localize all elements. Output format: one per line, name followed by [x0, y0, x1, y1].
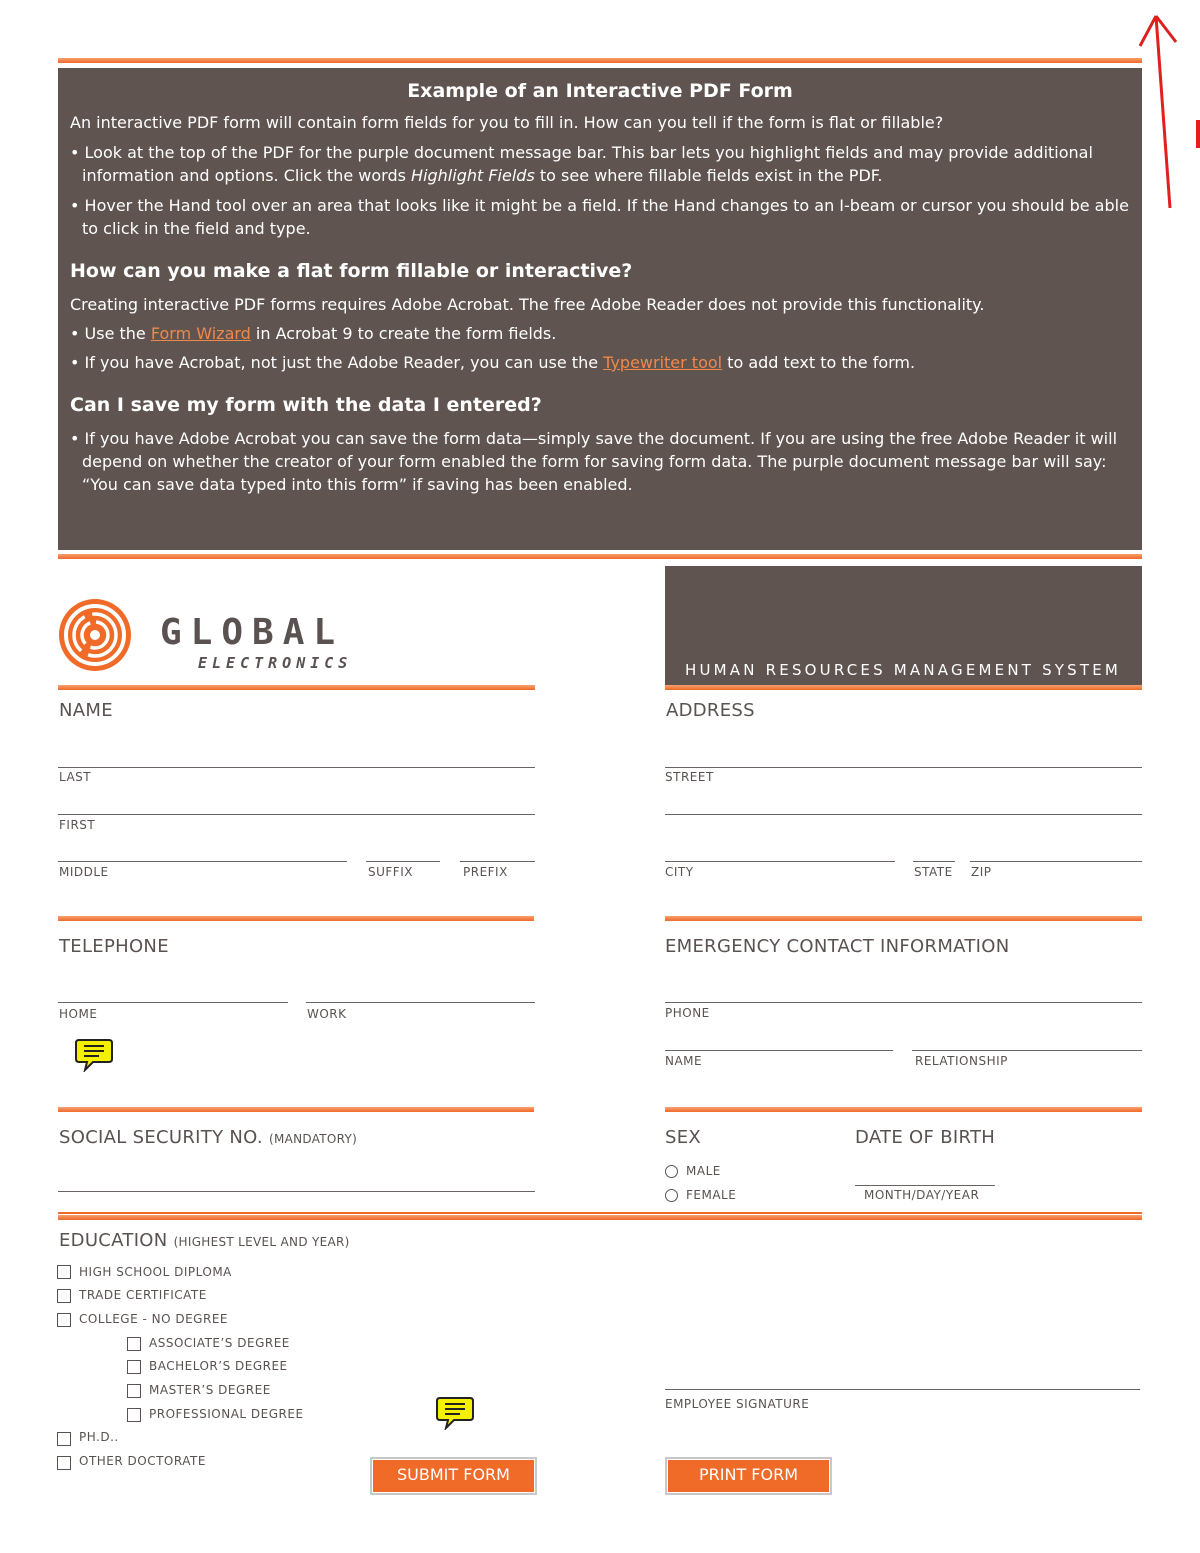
label-professional: PROFESSIONAL DEGREE: [149, 1407, 304, 1421]
name-title: NAME: [59, 700, 113, 721]
ssn-rule: [58, 1107, 534, 1112]
info-panel: [58, 68, 1142, 550]
prefix-line: [460, 861, 535, 862]
telephone-rule: [58, 916, 534, 921]
emergency-name-label: NAME: [665, 1054, 703, 1068]
checkbox-trade-certificate[interactable]: [57, 1289, 71, 1303]
signature-line: [665, 1389, 1140, 1390]
label-trade-certificate: TRADE CERTIFICATE: [79, 1288, 207, 1302]
checkbox-bachelors[interactable]: [127, 1360, 141, 1374]
comment-note-icon[interactable]: [75, 1038, 113, 1072]
male-radio[interactable]: [665, 1165, 678, 1178]
label-bachelors: BACHELOR’S DEGREE: [149, 1359, 288, 1373]
dob-format-label: MONTH/DAY/YEAR: [864, 1188, 980, 1202]
street-input[interactable]: [665, 745, 1146, 767]
middle-label: MIDDLE: [59, 865, 109, 879]
city-input[interactable]: [665, 839, 899, 861]
address-rule: [665, 685, 1142, 690]
info-top-rule: [58, 58, 1142, 63]
work-label: WORK: [307, 1007, 347, 1021]
home-label: HOME: [59, 1007, 98, 1021]
hrms-title: HUMAN RESOURCES MANAGEMENT SYSTEM: [685, 661, 1122, 679]
dob-title: DATE OF BIRTH: [855, 1127, 996, 1148]
suffix-line: [366, 861, 440, 862]
checkbox-masters[interactable]: [127, 1384, 141, 1398]
signature-input[interactable]: [665, 1367, 1144, 1389]
label-associates: ASSOCIATE’S DEGREE: [149, 1336, 290, 1350]
print-form-button[interactable]: PRINT FORM: [667, 1459, 830, 1493]
info-bullet-4: • If you have Acrobat, not just the Adobe Reader, you can use the Typewriter tool to add text to the form.: [70, 353, 916, 372]
emergency-phone-line: [665, 1002, 1142, 1003]
form-wizard-link[interactable]: Form Wizard: [150, 324, 251, 343]
telephone-title: TELEPHONE: [59, 936, 169, 957]
name-rule: [58, 685, 535, 690]
last-name-line: [58, 767, 535, 768]
checkbox-high-school[interactable]: [57, 1265, 71, 1279]
education-title: EDUCATION (HIGHEST LEVEL AND YEAR): [59, 1230, 350, 1251]
street-2-line: [665, 814, 1142, 815]
sex-title: SEX: [665, 1127, 702, 1148]
label-phd: PH.D..: [79, 1430, 119, 1444]
city-label: CITY: [665, 865, 694, 879]
global-electronics-logo-icon: [56, 596, 136, 674]
zip-input[interactable]: [970, 839, 1146, 861]
street-2-input[interactable]: [665, 792, 1146, 814]
education-rule: [58, 1212, 1142, 1220]
zip-label: ZIP: [971, 865, 992, 879]
city-line: [665, 861, 895, 862]
emergency-rule: [665, 916, 1142, 921]
label-masters: MASTER’S DEGREE: [149, 1383, 271, 1397]
info-intro: An interactive PDF form will contain form fields for you to fill in. How can you tell if the form is flat or fillable?: [70, 113, 944, 132]
ssn-title: SOCIAL SECURITY NO. (MANDATORY): [59, 1127, 358, 1148]
state-input[interactable]: [913, 839, 959, 861]
zip-line: [970, 861, 1142, 862]
prefix-input[interactable]: [460, 839, 539, 861]
signature-label: EMPLOYEE SIGNATURE: [665, 1397, 810, 1411]
last-label: LAST: [59, 770, 92, 784]
relationship-input[interactable]: [912, 1028, 1146, 1050]
state-label: STATE: [914, 865, 953, 879]
info-para-2: Creating interactive PDF forms requires Adobe Acrobat. The free Adobe Reader does not provide this functionality.: [70, 295, 985, 314]
info-title: Example of an Interactive PDF Form: [407, 80, 793, 102]
emergency-phone-label: PHONE: [665, 1006, 710, 1020]
sex-dob-rule: [665, 1107, 1142, 1112]
checkbox-other-doctorate[interactable]: [57, 1456, 71, 1470]
first-label: FIRST: [59, 818, 96, 832]
emergency-name-line: [665, 1050, 893, 1051]
checkbox-associates[interactable]: [127, 1337, 141, 1351]
ssn-input[interactable]: [58, 1169, 539, 1191]
first-name-line: [58, 814, 535, 815]
relationship-line: [912, 1050, 1142, 1051]
female-label: FEMALE: [686, 1188, 737, 1202]
prefix-label: PREFIX: [463, 865, 508, 879]
label-other-doctorate: OTHER DOCTORATE: [79, 1454, 206, 1468]
male-label: MALE: [686, 1164, 721, 1178]
info-bullet-1: • Look at the top of the PDF for the purple document message bar. This bar lets you highlight fields and may provide additional information and options. Click the words Highlight Fields to see where fillable fields exist in the PDF.: [70, 143, 1093, 185]
last-name-input[interactable]: [58, 745, 539, 767]
info-bullet-3: • Use the Form Wizard in Acrobat 9 to create the form fields.: [70, 324, 557, 343]
submit-form-button[interactable]: SUBMIT FORM: [372, 1459, 535, 1493]
logo-word-global: GLOBAL: [160, 612, 345, 653]
info-bullet-2: • Hover the Hand tool over an area that looks like it might be a field. If the Hand changes to an I-beam or cursor you should be able to click in the field and type.: [70, 196, 1129, 238]
comment-note-icon-2[interactable]: [436, 1396, 474, 1430]
info-heading-3: Can I save my form with the data I entered?: [70, 394, 542, 416]
label-high-school: HIGH SCHOOL DIPLOMA: [79, 1265, 232, 1279]
checkbox-college-no-degree[interactable]: [57, 1313, 71, 1327]
work-line: [306, 1002, 535, 1003]
checkbox-professional[interactable]: [127, 1408, 141, 1422]
emergency-title: EMERGENCY CONTACT INFORMATION: [665, 936, 1010, 957]
info-bullet-5: • If you have Adobe Acrobat you can save the form data—simply save the document. If you are using the free Adobe Reader it will depend on whether the creator of your form enabled the form for saving form data. The purple document message bar will say: “You can save data typed into this form” if saving has been enabled.: [70, 429, 1118, 494]
state-line: [913, 861, 955, 862]
middle-name-input[interactable]: [58, 839, 351, 861]
typewriter-tool-link[interactable]: Typewriter tool: [603, 353, 723, 372]
address-title: ADDRESS: [666, 700, 755, 721]
first-name-input[interactable]: [58, 792, 539, 814]
hrms-banner: [665, 566, 1142, 685]
female-radio[interactable]: [665, 1189, 678, 1202]
info-heading-2: How can you make a flat form fillable or interactive?: [70, 260, 633, 282]
dob-line: [855, 1185, 995, 1186]
street-label: STREET: [665, 770, 714, 784]
ssn-line: [58, 1191, 535, 1192]
street-line: [665, 767, 1142, 768]
home-phone-input[interactable]: [58, 980, 292, 1002]
middle-line: [58, 861, 347, 862]
suffix-input[interactable]: [366, 839, 444, 861]
work-phone-input[interactable]: [306, 980, 539, 1002]
logo-word-electronics: ELECTRONICS: [198, 654, 353, 672]
checkbox-phd[interactable]: [57, 1432, 71, 1446]
suffix-label: SUFFIX: [368, 865, 413, 879]
info-bottom-rule: [58, 554, 1142, 559]
home-line: [58, 1002, 288, 1003]
emergency-phone-input[interactable]: [665, 980, 1146, 1002]
emergency-name-input[interactable]: [665, 1028, 897, 1050]
relationship-label: RELATIONSHIP: [915, 1054, 1008, 1068]
dob-input[interactable]: [855, 1163, 999, 1185]
label-college-no-degree: COLLEGE - NO DEGREE: [79, 1312, 228, 1326]
